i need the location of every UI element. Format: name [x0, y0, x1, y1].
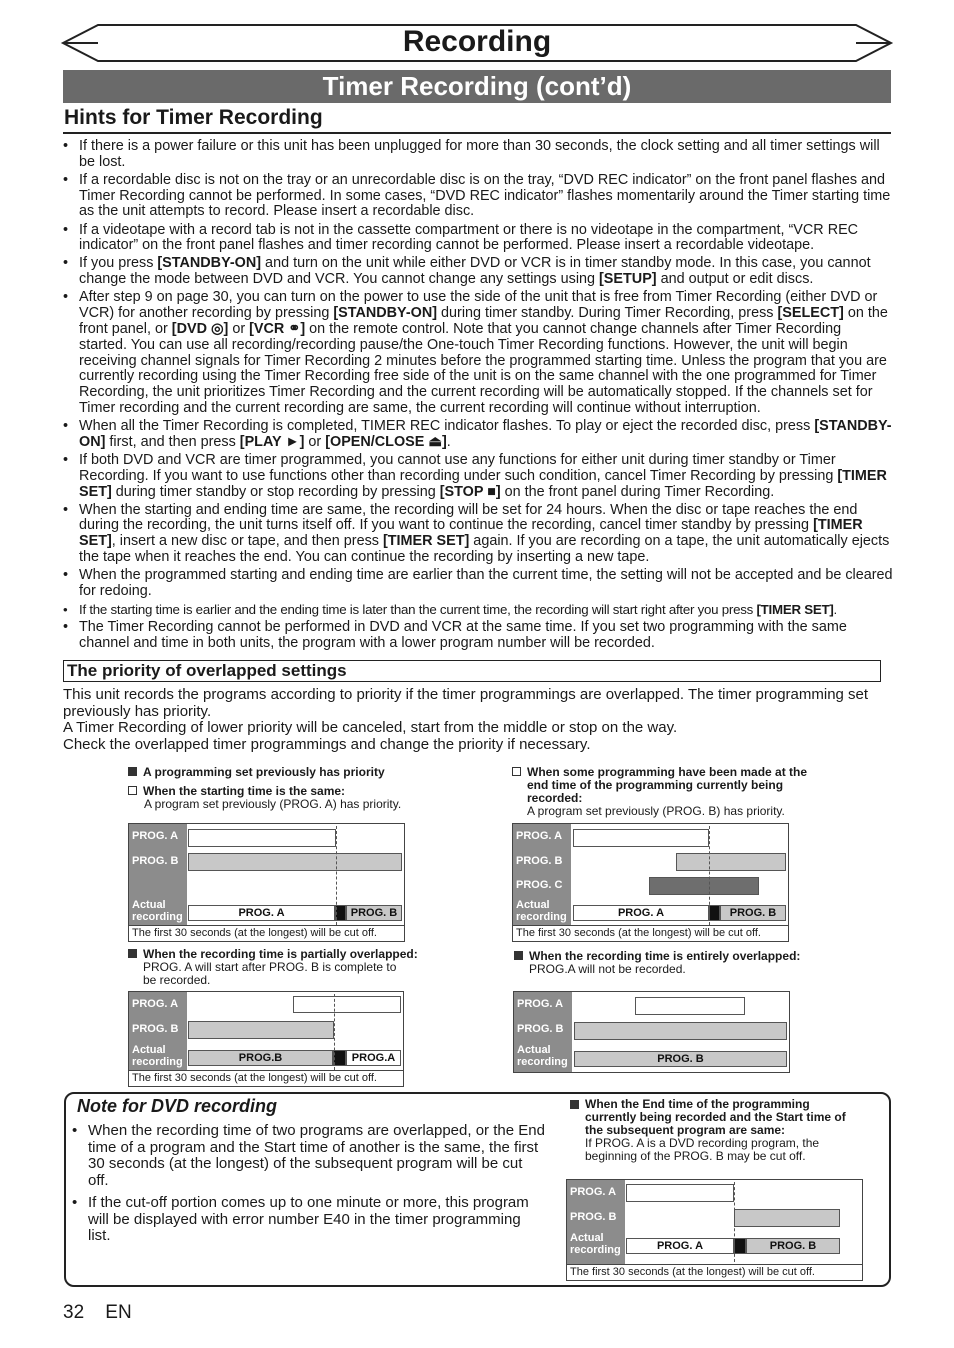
prog-b-label: PROG. B — [132, 1023, 179, 1035]
button-reference: [STANDBY-ON] — [157, 255, 262, 272]
button-reference: [TIMER SET] — [79, 467, 887, 500]
prog-a-bar — [635, 997, 745, 1015]
prog-c-label: PROG. C — [516, 879, 563, 891]
filled-square-icon — [128, 767, 137, 776]
button-reference: [STOP ■] — [439, 483, 501, 500]
button-reference: [OPEN/CLOSE ⏏] — [325, 433, 447, 450]
note-title: Note for DVD recording — [77, 1096, 278, 1116]
hint-text: on the front panel, or — [79, 305, 888, 337]
hint-item — [63, 223, 893, 255]
button-reference: [STANDBY-ON] — [333, 305, 438, 322]
prog-b-bar — [188, 853, 402, 871]
prog-a-label: PROG. A — [132, 998, 179, 1010]
hint-item — [63, 568, 893, 600]
priority-intro — [63, 687, 893, 753]
prog-a-bar — [293, 996, 401, 1013]
note-list — [72, 1123, 547, 1251]
cut-off-footnote: The first 30 seconds (at the longest) will be cut off. — [129, 1070, 403, 1086]
section-title: Hints for Timer Recording — [64, 106, 323, 129]
priority-title: The priority of overlapped settings — [63, 660, 881, 682]
button-reference: [STANDBY-ON] — [79, 418, 892, 450]
cut-off-marker — [734, 1238, 746, 1254]
page-number: 32 EN — [63, 1302, 132, 1323]
hint-text: during timer standby. During Timer Recording, press — [437, 305, 778, 322]
actual-prog-b-bar: PROG. B — [346, 905, 402, 921]
hint-text: If both DVD and VCR are timer programmed, you cannot use any functions for either unit during timer standby or Timer Recording. If you want to use functions other than recording under such condition, cancel Timer Recording by pressing — [79, 451, 838, 484]
cut-off-footnote: The first 30 seconds (at the longest) will be cut off. — [567, 1264, 862, 1280]
actual-prog-a-bar: PROG. A — [573, 905, 709, 921]
hint-text: and output or edit discs. — [656, 271, 814, 288]
filled-square-icon — [570, 1100, 579, 1109]
actual-recording-label: Actual recording — [570, 1232, 621, 1256]
actual-recording-label: Actual recording — [517, 1044, 568, 1068]
actual-prog-b-bar: PROG. B — [574, 1051, 787, 1067]
cut-off-footnote: The first 30 seconds (at the longest) will be cut off. — [513, 925, 788, 941]
page-language: EN — [105, 1302, 132, 1323]
button-reference: [PLAY ►] — [239, 433, 305, 450]
intro-paragraph: This unit records the programs according to priority if the timer programmings are overlapped. The timer programming set previously has priority. — [63, 686, 869, 720]
hint-text: After step 9 on page 30, you can turn on the power to use the side of the unit that is free from Timer Recording (either DVD or VCR) for another recording by pressing — [79, 289, 878, 322]
button-reference: [TIMER SET] — [756, 601, 834, 617]
filled-square-icon — [128, 949, 137, 958]
prog-b-label: PROG. B — [570, 1211, 617, 1223]
hint-text: on the front panel during Timer Recording. — [500, 483, 775, 500]
intro-paragraph: Check the overlapped timer programmings and change the priority if necessary. — [63, 735, 591, 753]
hint-text: again. If you are recording on a tape, the unit automatically ejects the tape when it reaches the end. You can continue the recording by inserting a new tape. — [79, 533, 890, 565]
diagram-end-start-same — [566, 1179, 863, 1281]
open-square-icon — [128, 786, 137, 795]
actual-recording-label: Actual recording — [132, 1044, 183, 1068]
hint-item — [63, 256, 893, 288]
hint-item — [63, 419, 893, 451]
actual-prog-a-bar: PROG.A — [346, 1050, 401, 1066]
prog-b-bar — [574, 1022, 787, 1040]
diagram-entire-overlap — [513, 991, 790, 1073]
filled-square-icon — [514, 951, 523, 960]
prog-b-bar — [734, 1209, 840, 1227]
hint-item — [63, 290, 893, 416]
diagram-end-time — [512, 823, 789, 942]
page-subtitle: Timer Recording (cont’d) — [63, 70, 891, 103]
time-divider — [734, 1182, 735, 1262]
hint-item — [63, 173, 893, 220]
prog-a-bar — [626, 1184, 734, 1202]
hint-item — [63, 620, 893, 652]
prog-c-bar — [649, 877, 759, 895]
button-reference: [VCR ⚭] — [249, 320, 306, 337]
hint-text: or — [228, 320, 250, 337]
actual-prog-b-bar: PROG. B — [720, 905, 786, 921]
section-rule — [63, 132, 891, 134]
button-reference: [DVD ◎] — [171, 320, 229, 337]
actual-prog-a-bar: PROG. A — [188, 905, 335, 921]
hint-text: If a videotape with a record tab is not in the cassette compartment or there is no videotape in the compartment, “VCR REC indicator” on the front panel flashes and timer recording cannot be performed. Please insert a recordable videotape. — [79, 221, 859, 254]
caption-partial-overlap: When the recording time is partially overlapped: PROG. A will start after PROG. B is complete to be recorded. — [128, 948, 428, 987]
hint-text: on the remote control. Note that you cannot change channels after Timer Recording started. You can use all recording/recording pause/the One-touch Timer Recording functions. However, the unit will begin receiving channel signals for Timer Recording 2 minutes before the programmed starting time. Unless the program that you are currently recording using the Timer Recording free side of the unit is on the same channel with the one programmed for Timer Recording, the unit prioritizes Timer Recording and the current recording will be automatically stopped. If the channels set for Timer recording and the current recording are same, the current recording will continue without interruption. — [79, 320, 887, 416]
button-reference: [TIMER SET] — [79, 517, 863, 550]
caption-same-start: When the starting time is the same: A program set previously (PROG. A) has priority. — [128, 785, 428, 811]
hint-text: When the starting and ending time are same, the recording will be set for 24 hours. When the disc or tape reaches the end during the recording, the unit turns itself off. If you want to continue the recording, cancel timer standby by pressing — [79, 501, 858, 534]
hint-text: If the starting time is earlier and the ending time is later than the current time, the recording will start right after you press — [79, 601, 757, 617]
diagram-partial-overlap — [128, 991, 404, 1087]
hint-item — [63, 602, 893, 618]
prog-a-bar — [573, 829, 709, 847]
actual-prog-a-bar: PROG. A — [626, 1238, 734, 1254]
actual-prog-b-bar: PROG. B — [746, 1238, 840, 1254]
caption-end-time-programming: When some programming have been made at the end time of the programming currently being recorded: A program set previously (PROG. B) has priority. — [512, 766, 812, 818]
actual-recording-label: Actual recording — [132, 899, 183, 923]
hint-text: first, and then press — [105, 433, 240, 450]
hint-text: When the programmed starting and ending time are earlier than the current time, the setting will not be accepted and be cleared for redoing. — [79, 567, 893, 599]
note-item: • When the recording time of two programs are overlapped, or the End time of a program and the Start time of another is the same, the first 30 seconds (at the longest) of the subsequent program will be cut off. — [72, 1123, 547, 1189]
prog-a-label: PROG. A — [132, 830, 179, 842]
button-reference: [SETUP] — [599, 271, 657, 288]
hint-text: and turn on the unit while either DVD or VCR is in timer standby mode. In this case, you cannot change the mode between DVD and VCR. You cannot change any settings using — [79, 255, 871, 288]
prog-b-bar — [676, 853, 786, 871]
note-item: • If the cut-off portion comes up to one minute or more, this program will be displayed with error number E40 in the timer programming list. — [72, 1195, 547, 1245]
caption-entire-overlap: When the recording time is entirely overlapped: PROG.A will not be recorded. — [514, 950, 814, 976]
hint-text: or — [304, 433, 326, 450]
time-divider — [709, 826, 710, 925]
caption-end-start-same: When the End time of the programming currently being recorded and the Start time of the subsequent program are same: If PROG. A is a DVD recording program, the beginning of the PROG. B may be cut off. — [570, 1098, 860, 1163]
prog-a-label: PROG. A — [570, 1186, 617, 1198]
prog-b-label: PROG. B — [516, 855, 563, 867]
prog-a-label: PROG. A — [516, 830, 563, 842]
prog-b-label: PROG. B — [517, 1023, 564, 1035]
prog-b-label: PROG. B — [132, 855, 179, 867]
hint-item — [63, 139, 893, 171]
hint-text: . — [446, 433, 451, 450]
button-reference: [TIMER SET] — [382, 533, 470, 550]
hint-text: . — [833, 601, 837, 617]
intro-paragraph: A Timer Recording of lower priority will be canceled, start from the middle or stop on the way. — [63, 719, 678, 737]
hint-text: If there is a power failure or this unit has been unplugged for more than 30 seconds, the clock setting and all timer settings will be lost. — [79, 138, 880, 170]
page-title: Recording — [402, 25, 552, 58]
open-square-icon — [512, 767, 521, 776]
prog-a-label: PROG. A — [517, 998, 564, 1010]
prog-b-bar — [188, 1021, 334, 1039]
prog-a-bar — [188, 829, 336, 847]
diagram-same-start — [128, 823, 405, 942]
actual-prog-b-bar: PROG.B — [188, 1050, 333, 1066]
hint-item — [63, 503, 893, 566]
hint-text: If a recordable disc is not on the tray or an unrecordable disc is on the tray, “DVD REC indicator” on the front panel flashes and Timer Recording cannot be performed. In some cases, “DVD REC indicator” flashes momentarily around the Timer starting time as the unit attempts to record. Please insert a recordable disc. — [79, 171, 891, 220]
cut-off-marker — [709, 905, 720, 921]
hint-text: If you press — [79, 255, 158, 272]
caption-previous-priority: A programming set previously has priority — [128, 766, 428, 779]
hint-text: The Timer Recording cannot be performed in DVD and VCR at the same time. If you set two programming with the same channel and time in both units, the program with a lower program number will be recorded. — [79, 619, 847, 651]
time-divider — [334, 994, 335, 1070]
hint-text: When all the Timer Recording is completed, TIMER REC indicator flashes. To play or eject the recorded disc, press — [79, 418, 815, 435]
hints-list — [63, 139, 893, 654]
button-reference: [SELECT] — [777, 305, 844, 322]
actual-recording-label: Actual recording — [516, 899, 567, 923]
hint-text: , insert a new disc or tape, and then press — [111, 533, 383, 550]
hint-item — [63, 453, 893, 500]
hint-text: during timer standby or stop recording by pressing — [111, 483, 440, 500]
time-divider — [336, 826, 337, 925]
cut-off-footnote: The first 30 seconds (at the longest) will be cut off. — [129, 925, 404, 941]
